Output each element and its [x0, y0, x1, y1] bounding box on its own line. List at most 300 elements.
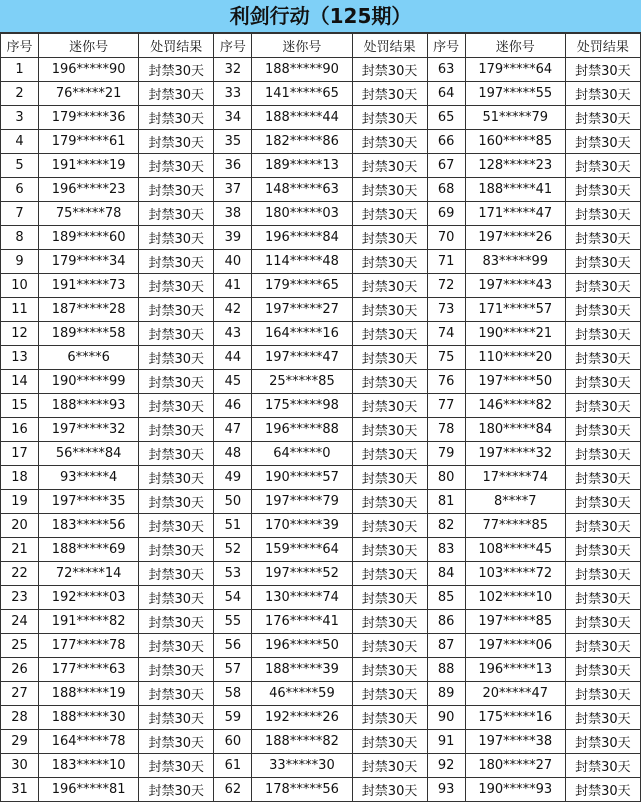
table-row [1, 682, 641, 706]
index-cell: 80 [427, 466, 465, 490]
index-cell: 18 [1, 466, 39, 490]
penalty-cell: 封禁30天 [565, 250, 640, 274]
index-cell: 29 [1, 730, 39, 754]
mini-id-cell: 196*****90 [39, 58, 139, 82]
penalty-cell: 封禁30天 [139, 418, 214, 442]
penalty-cell: 封禁30天 [139, 658, 214, 682]
penalty-cell: 封禁30天 [139, 466, 214, 490]
index-cell: 15 [1, 394, 39, 418]
index-cell: 20 [1, 514, 39, 538]
mini-id-cell: 72*****14 [39, 562, 139, 586]
table-row [1, 754, 641, 778]
index-cell: 9 [1, 250, 39, 274]
mini-id-cell: 164*****16 [252, 322, 352, 346]
mini-id-cell: 177*****63 [39, 658, 139, 682]
penalty-header: 处罚结果 [139, 34, 214, 58]
penalty-cell: 封禁30天 [352, 298, 427, 322]
mini-id-cell: 190*****57 [252, 466, 352, 490]
penalty-cell: 封禁30天 [139, 178, 214, 202]
index-cell: 44 [214, 346, 252, 370]
index-cell: 65 [427, 106, 465, 130]
mini-id-cell: 196*****50 [252, 634, 352, 658]
penalty-cell: 封禁30天 [565, 730, 640, 754]
penalty-cell: 封禁30天 [565, 274, 640, 298]
mini-id-cell: 191*****73 [39, 274, 139, 298]
index-cell: 66 [427, 130, 465, 154]
penalty-cell: 封禁30天 [565, 658, 640, 682]
mini-id-cell: 75*****78 [39, 202, 139, 226]
penalty-cell: 封禁30天 [352, 202, 427, 226]
mini-id-cell: 6****6 [39, 346, 139, 370]
index-cell: 45 [214, 370, 252, 394]
penalty-cell: 封禁30天 [352, 418, 427, 442]
penalty-cell: 封禁30天 [139, 298, 214, 322]
mini-id-cell: 20*****47 [465, 682, 565, 706]
index-cell: 22 [1, 562, 39, 586]
mini-id-cell: 175*****98 [252, 394, 352, 418]
mini-id-cell: 197*****06 [465, 634, 565, 658]
table-row [1, 634, 641, 658]
index-cell: 70 [427, 226, 465, 250]
penalty-cell: 封禁30天 [352, 106, 427, 130]
index-cell: 38 [214, 202, 252, 226]
mini-id-cell: 179*****65 [252, 274, 352, 298]
mini-id-cell: 196*****81 [39, 778, 139, 802]
penalty-cell: 封禁30天 [565, 322, 640, 346]
table-row [1, 106, 641, 130]
table-row [1, 442, 641, 466]
index-cell: 82 [427, 514, 465, 538]
penalty-cell: 封禁30天 [565, 586, 640, 610]
mini-id-cell: 189*****58 [39, 322, 139, 346]
index-cell: 67 [427, 154, 465, 178]
mini-id-cell: 191*****19 [39, 154, 139, 178]
index-cell: 48 [214, 442, 252, 466]
penalty-cell: 封禁30天 [139, 370, 214, 394]
penalty-header: 处罚结果 [565, 34, 640, 58]
penalty-cell: 封禁30天 [139, 730, 214, 754]
penalty-cell: 封禁30天 [565, 226, 640, 250]
penalty-table [0, 33, 641, 802]
mini-id-header: 迷你号 [39, 34, 139, 58]
table-row [1, 58, 641, 82]
mini-id-cell: 196*****84 [252, 226, 352, 250]
mini-id-cell: 141*****65 [252, 82, 352, 106]
index-cell: 86 [427, 610, 465, 634]
mini-id-cell: 188*****93 [39, 394, 139, 418]
penalty-cell: 封禁30天 [139, 130, 214, 154]
mini-id-cell: 197*****52 [252, 562, 352, 586]
mini-id-cell: 182*****86 [252, 130, 352, 154]
index-cell: 89 [427, 682, 465, 706]
table-row [1, 154, 641, 178]
penalty-cell: 封禁30天 [139, 106, 214, 130]
penalty-cell: 封禁30天 [139, 202, 214, 226]
mini-id-cell: 197*****55 [465, 82, 565, 106]
table-row [1, 82, 641, 106]
penalty-cell: 封禁30天 [565, 346, 640, 370]
mini-id-cell: 102*****10 [465, 586, 565, 610]
penalty-cell: 封禁30天 [139, 322, 214, 346]
table-row [1, 658, 641, 682]
index-cell: 88 [427, 658, 465, 682]
mini-id-cell: 197*****79 [252, 490, 352, 514]
mini-id-cell: 64*****0 [252, 442, 352, 466]
index-cell: 2 [1, 82, 39, 106]
penalty-cell: 封禁30天 [352, 226, 427, 250]
index-cell: 55 [214, 610, 252, 634]
index-cell: 32 [214, 58, 252, 82]
table-row [1, 202, 641, 226]
penalty-cell: 封禁30天 [565, 562, 640, 586]
mini-id-cell: 197*****26 [465, 226, 565, 250]
index-cell: 83 [427, 538, 465, 562]
index-cell: 61 [214, 754, 252, 778]
mini-id-cell: 128*****23 [465, 154, 565, 178]
index-cell: 64 [427, 82, 465, 106]
penalty-cell: 封禁30天 [139, 682, 214, 706]
table-row [1, 418, 641, 442]
mini-id-cell: 192*****26 [252, 706, 352, 730]
mini-id-cell: 190*****93 [465, 778, 565, 802]
mini-id-cell: 188*****30 [39, 706, 139, 730]
table-row [1, 514, 641, 538]
index-cell: 31 [1, 778, 39, 802]
mini-id-cell: 77*****85 [465, 514, 565, 538]
penalty-cell: 封禁30天 [565, 490, 640, 514]
index-cell: 68 [427, 178, 465, 202]
penalty-cell: 封禁30天 [565, 130, 640, 154]
index-cell: 4 [1, 130, 39, 154]
page-title: 利剑行动（125期） [0, 0, 641, 33]
index-cell: 26 [1, 658, 39, 682]
index-cell: 52 [214, 538, 252, 562]
mini-id-cell: 103*****72 [465, 562, 565, 586]
index-header: 序号 [427, 34, 465, 58]
table-row [1, 610, 641, 634]
index-cell: 1 [1, 58, 39, 82]
penalty-cell: 封禁30天 [352, 322, 427, 346]
penalty-cell: 封禁30天 [139, 154, 214, 178]
index-cell: 74 [427, 322, 465, 346]
table-row [1, 730, 641, 754]
mini-id-cell: 146*****82 [465, 394, 565, 418]
table-row [1, 538, 641, 562]
index-cell: 19 [1, 490, 39, 514]
index-header: 序号 [1, 34, 39, 58]
index-cell: 87 [427, 634, 465, 658]
index-cell: 43 [214, 322, 252, 346]
penalty-cell: 封禁30天 [565, 634, 640, 658]
penalty-cell: 封禁30天 [139, 634, 214, 658]
index-cell: 90 [427, 706, 465, 730]
penalty-cell: 封禁30天 [139, 226, 214, 250]
mini-id-header: 迷你号 [465, 34, 565, 58]
index-cell: 35 [214, 130, 252, 154]
penalty-cell: 封禁30天 [565, 442, 640, 466]
mini-id-cell: 110*****20 [465, 346, 565, 370]
penalty-cell: 封禁30天 [139, 250, 214, 274]
mini-id-cell: 197*****85 [465, 610, 565, 634]
mini-id-cell: 197*****47 [252, 346, 352, 370]
mini-id-cell: 196*****88 [252, 418, 352, 442]
header-row [1, 34, 641, 58]
index-cell: 34 [214, 106, 252, 130]
index-cell: 24 [1, 610, 39, 634]
index-cell: 60 [214, 730, 252, 754]
index-cell: 59 [214, 706, 252, 730]
mini-id-cell: 180*****84 [465, 418, 565, 442]
penalty-cell: 封禁30天 [352, 586, 427, 610]
penalty-cell: 封禁30天 [565, 106, 640, 130]
index-cell: 72 [427, 274, 465, 298]
mini-id-cell: 179*****61 [39, 130, 139, 154]
penalty-cell: 封禁30天 [139, 442, 214, 466]
mini-id-cell: 183*****10 [39, 754, 139, 778]
index-cell: 25 [1, 634, 39, 658]
penalty-cell: 封禁30天 [139, 778, 214, 802]
penalty-cell: 封禁30天 [352, 154, 427, 178]
mini-id-cell: 33*****30 [252, 754, 352, 778]
mini-id-cell: 51*****79 [465, 106, 565, 130]
table-row [1, 778, 641, 802]
index-cell: 33 [214, 82, 252, 106]
mini-id-cell: 179*****64 [465, 58, 565, 82]
mini-id-cell: 8****7 [465, 490, 565, 514]
index-cell: 7 [1, 202, 39, 226]
table-row [1, 274, 641, 298]
mini-id-header: 迷你号 [252, 34, 352, 58]
mini-id-cell: 130*****74 [252, 586, 352, 610]
index-cell: 21 [1, 538, 39, 562]
penalty-cell: 封禁30天 [352, 706, 427, 730]
index-cell: 57 [214, 658, 252, 682]
table-row [1, 130, 641, 154]
penalty-cell: 封禁30天 [139, 514, 214, 538]
mini-id-cell: 188*****69 [39, 538, 139, 562]
index-cell: 30 [1, 754, 39, 778]
penalty-cell: 封禁30天 [352, 58, 427, 82]
penalty-cell: 封禁30天 [139, 610, 214, 634]
index-cell: 39 [214, 226, 252, 250]
index-cell: 46 [214, 394, 252, 418]
mini-id-cell: 188*****90 [252, 58, 352, 82]
mini-id-cell: 17*****74 [465, 466, 565, 490]
mini-id-cell: 179*****36 [39, 106, 139, 130]
penalty-cell: 封禁30天 [352, 682, 427, 706]
index-cell: 79 [427, 442, 465, 466]
penalty-cell: 封禁30天 [565, 298, 640, 322]
index-cell: 78 [427, 418, 465, 442]
penalty-cell: 封禁30天 [139, 490, 214, 514]
table-row [1, 466, 641, 490]
index-cell: 81 [427, 490, 465, 514]
table-row [1, 370, 641, 394]
penalty-cell: 封禁30天 [352, 346, 427, 370]
index-cell: 58 [214, 682, 252, 706]
penalty-cell: 封禁30天 [565, 778, 640, 802]
penalty-cell: 封禁30天 [352, 634, 427, 658]
mini-id-cell: 197*****38 [465, 730, 565, 754]
penalty-cell: 封禁30天 [139, 274, 214, 298]
index-cell: 85 [427, 586, 465, 610]
mini-id-cell: 180*****27 [465, 754, 565, 778]
index-cell: 73 [427, 298, 465, 322]
mini-id-cell: 197*****43 [465, 274, 565, 298]
table-row [1, 226, 641, 250]
mini-id-cell: 83*****99 [465, 250, 565, 274]
penalty-cell: 封禁30天 [352, 754, 427, 778]
index-cell: 3 [1, 106, 39, 130]
mini-id-cell: 192*****03 [39, 586, 139, 610]
mini-id-cell: 178*****56 [252, 778, 352, 802]
index-cell: 51 [214, 514, 252, 538]
penalty-cell: 封禁30天 [565, 706, 640, 730]
penalty-cell: 封禁30天 [352, 538, 427, 562]
table-row [1, 346, 641, 370]
index-cell: 76 [427, 370, 465, 394]
penalty-cell: 封禁30天 [139, 346, 214, 370]
mini-id-cell: 183*****56 [39, 514, 139, 538]
index-cell: 17 [1, 442, 39, 466]
penalty-cell: 封禁30天 [352, 490, 427, 514]
table-row [1, 178, 641, 202]
index-cell: 40 [214, 250, 252, 274]
mini-id-cell: 175*****16 [465, 706, 565, 730]
mini-id-cell: 190*****21 [465, 322, 565, 346]
mini-id-cell: 197*****32 [465, 442, 565, 466]
mini-id-cell: 189*****13 [252, 154, 352, 178]
penalty-cell: 封禁30天 [352, 730, 427, 754]
penalty-cell: 封禁30天 [352, 130, 427, 154]
index-cell: 41 [214, 274, 252, 298]
table-row [1, 490, 641, 514]
penalty-cell: 封禁30天 [352, 250, 427, 274]
penalty-cell: 封禁30天 [565, 394, 640, 418]
mini-id-cell: 197*****35 [39, 490, 139, 514]
table-row [1, 706, 641, 730]
index-cell: 37 [214, 178, 252, 202]
index-cell: 50 [214, 490, 252, 514]
penalty-cell: 封禁30天 [139, 706, 214, 730]
index-cell: 23 [1, 586, 39, 610]
mini-id-cell: 197*****27 [252, 298, 352, 322]
penalty-cell: 封禁30天 [139, 58, 214, 82]
mini-id-cell: 188*****39 [252, 658, 352, 682]
penalty-cell: 封禁30天 [352, 82, 427, 106]
index-cell: 27 [1, 682, 39, 706]
penalty-cell: 封禁30天 [352, 562, 427, 586]
mini-id-cell: 197*****32 [39, 418, 139, 442]
penalty-cell: 封禁30天 [139, 394, 214, 418]
index-cell: 10 [1, 274, 39, 298]
index-cell: 71 [427, 250, 465, 274]
table-row [1, 250, 641, 274]
penalty-cell: 封禁30天 [352, 370, 427, 394]
mini-id-cell: 25*****85 [252, 370, 352, 394]
table-row [1, 394, 641, 418]
index-cell: 47 [214, 418, 252, 442]
table-row [1, 586, 641, 610]
index-cell: 49 [214, 466, 252, 490]
penalty-cell: 封禁30天 [565, 178, 640, 202]
mini-id-cell: 187*****28 [39, 298, 139, 322]
penalty-cell: 封禁30天 [139, 562, 214, 586]
index-cell: 36 [214, 154, 252, 178]
penalty-cell: 封禁30天 [565, 610, 640, 634]
index-cell: 11 [1, 298, 39, 322]
table-row [1, 562, 641, 586]
mini-id-cell: 171*****47 [465, 202, 565, 226]
penalty-cell: 封禁30天 [139, 82, 214, 106]
penalty-cell: 封禁30天 [565, 370, 640, 394]
mini-id-cell: 93*****4 [39, 466, 139, 490]
mini-id-cell: 114*****48 [252, 250, 352, 274]
penalty-cell: 封禁30天 [565, 418, 640, 442]
penalty-cell: 封禁30天 [352, 658, 427, 682]
mini-id-cell: 190*****99 [39, 370, 139, 394]
penalty-cell: 封禁30天 [352, 514, 427, 538]
index-cell: 84 [427, 562, 465, 586]
penalty-cell: 封禁30天 [565, 58, 640, 82]
penalty-cell: 封禁30天 [565, 466, 640, 490]
index-header: 序号 [214, 34, 252, 58]
index-cell: 92 [427, 754, 465, 778]
mini-id-cell: 46*****59 [252, 682, 352, 706]
table-row [1, 322, 641, 346]
penalty-cell: 封禁30天 [139, 754, 214, 778]
mini-id-cell: 188*****41 [465, 178, 565, 202]
mini-id-cell: 171*****57 [465, 298, 565, 322]
mini-id-cell: 197*****50 [465, 370, 565, 394]
mini-id-cell: 160*****85 [465, 130, 565, 154]
penalty-cell: 封禁30天 [565, 682, 640, 706]
mini-id-cell: 56*****84 [39, 442, 139, 466]
mini-id-cell: 177*****78 [39, 634, 139, 658]
mini-id-cell: 170*****39 [252, 514, 352, 538]
index-cell: 69 [427, 202, 465, 226]
penalty-cell: 封禁30天 [352, 778, 427, 802]
mini-id-cell: 191*****82 [39, 610, 139, 634]
index-cell: 54 [214, 586, 252, 610]
index-cell: 62 [214, 778, 252, 802]
penalty-cell: 封禁30天 [352, 394, 427, 418]
penalty-cell: 封禁30天 [139, 586, 214, 610]
mini-id-cell: 179*****34 [39, 250, 139, 274]
index-cell: 12 [1, 322, 39, 346]
index-cell: 16 [1, 418, 39, 442]
penalty-cell: 封禁30天 [352, 466, 427, 490]
mini-id-cell: 188*****19 [39, 682, 139, 706]
mini-id-cell: 196*****23 [39, 178, 139, 202]
index-cell: 14 [1, 370, 39, 394]
penalty-cell: 封禁30天 [352, 610, 427, 634]
penalty-cell: 封禁30天 [565, 754, 640, 778]
penalty-cell: 封禁30天 [565, 202, 640, 226]
mini-id-cell: 188*****82 [252, 730, 352, 754]
penalty-header: 处罚结果 [352, 34, 427, 58]
index-cell: 8 [1, 226, 39, 250]
table-row [1, 298, 641, 322]
penalty-cell: 封禁30天 [352, 274, 427, 298]
mini-id-cell: 148*****63 [252, 178, 352, 202]
index-cell: 91 [427, 730, 465, 754]
index-cell: 93 [427, 778, 465, 802]
index-cell: 28 [1, 706, 39, 730]
index-cell: 63 [427, 58, 465, 82]
mini-id-cell: 159*****64 [252, 538, 352, 562]
penalty-cell: 封禁30天 [565, 154, 640, 178]
